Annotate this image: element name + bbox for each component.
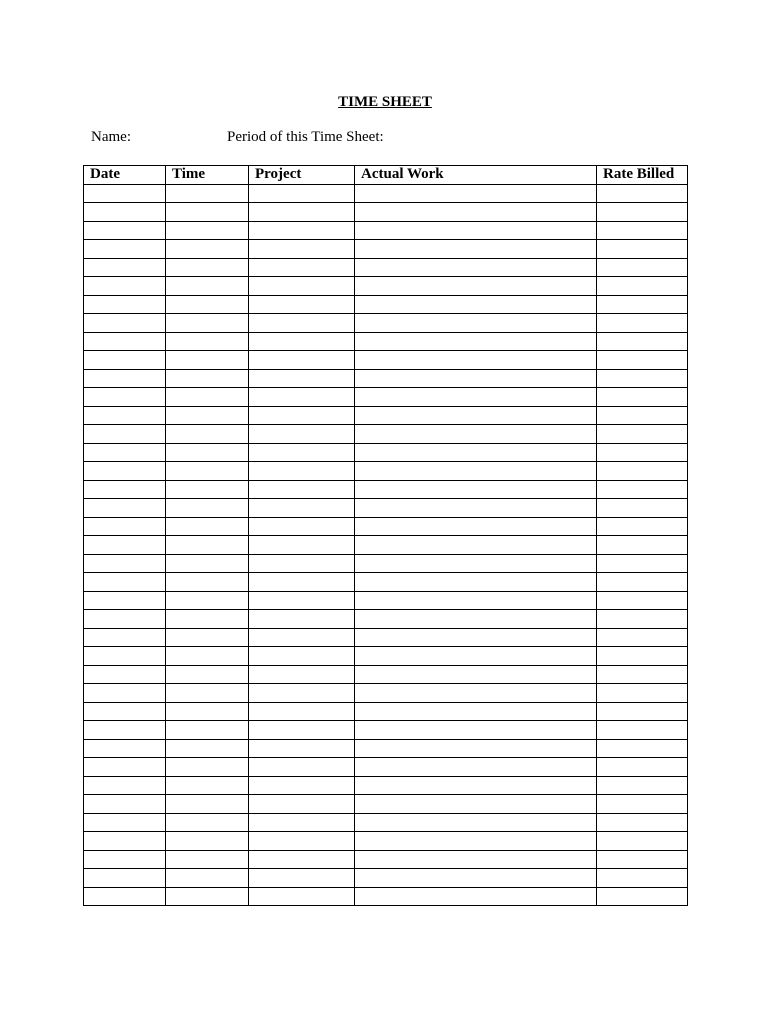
cell-date[interactable] bbox=[84, 388, 166, 407]
cell-project[interactable] bbox=[249, 665, 355, 684]
cell-rate-billed[interactable] bbox=[597, 295, 688, 314]
table-row bbox=[84, 721, 688, 740]
cell-actual-work[interactable] bbox=[355, 758, 597, 777]
table-row bbox=[84, 462, 688, 481]
table-row bbox=[84, 554, 688, 573]
cell-actual-work[interactable] bbox=[355, 795, 597, 814]
cell-actual-work[interactable] bbox=[355, 591, 597, 610]
cell-actual-work[interactable] bbox=[355, 702, 597, 721]
cell-rate-billed[interactable] bbox=[597, 869, 688, 888]
table-row bbox=[84, 499, 688, 518]
cell-project[interactable] bbox=[249, 647, 355, 666]
cell-date[interactable] bbox=[84, 721, 166, 740]
cell-date[interactable] bbox=[84, 443, 166, 462]
cell-rate-billed[interactable] bbox=[597, 258, 688, 277]
cell-project[interactable] bbox=[249, 573, 355, 592]
cell-date[interactable] bbox=[84, 832, 166, 851]
cell-actual-work[interactable] bbox=[355, 425, 597, 444]
cell-date[interactable] bbox=[84, 499, 166, 518]
cell-project[interactable] bbox=[249, 480, 355, 499]
cell-actual-work[interactable] bbox=[355, 536, 597, 555]
table-row bbox=[84, 739, 688, 758]
header-actual-work: Actual Work bbox=[355, 166, 597, 185]
cell-project[interactable] bbox=[249, 610, 355, 629]
table-body bbox=[84, 184, 688, 906]
cell-rate-billed[interactable] bbox=[597, 795, 688, 814]
cell-rate-billed[interactable] bbox=[597, 776, 688, 795]
name-label: Name: bbox=[91, 129, 131, 145]
cell-actual-work[interactable] bbox=[355, 776, 597, 795]
cell-rate-billed[interactable] bbox=[597, 332, 688, 351]
cell-time[interactable] bbox=[166, 332, 249, 351]
cell-project[interactable] bbox=[249, 591, 355, 610]
cell-actual-work[interactable] bbox=[355, 628, 597, 647]
cell-project[interactable] bbox=[249, 758, 355, 777]
cell-actual-work[interactable] bbox=[355, 517, 597, 536]
cell-project[interactable] bbox=[249, 739, 355, 758]
cell-project[interactable] bbox=[249, 184, 355, 203]
cell-rate-billed[interactable] bbox=[597, 314, 688, 333]
cell-rate-billed[interactable] bbox=[597, 221, 688, 240]
table-row bbox=[84, 776, 688, 795]
table-row bbox=[84, 832, 688, 851]
cell-rate-billed[interactable] bbox=[597, 406, 688, 425]
cell-date[interactable] bbox=[84, 184, 166, 203]
table-row bbox=[84, 517, 688, 536]
cell-date[interactable] bbox=[84, 610, 166, 629]
cell-actual-work[interactable] bbox=[355, 221, 597, 240]
table-row bbox=[84, 425, 688, 444]
cell-project[interactable] bbox=[249, 443, 355, 462]
cell-rate-billed[interactable] bbox=[597, 425, 688, 444]
cell-time[interactable] bbox=[166, 240, 249, 259]
cell-actual-work[interactable] bbox=[355, 314, 597, 333]
cell-date[interactable] bbox=[84, 795, 166, 814]
cell-date[interactable] bbox=[84, 684, 166, 703]
cell-time[interactable] bbox=[166, 739, 249, 758]
cell-rate-billed[interactable] bbox=[597, 184, 688, 203]
cell-date[interactable] bbox=[84, 573, 166, 592]
table-header-row bbox=[84, 166, 688, 185]
cell-actual-work[interactable] bbox=[355, 721, 597, 740]
cell-time[interactable] bbox=[166, 258, 249, 277]
cell-project[interactable] bbox=[249, 850, 355, 869]
cell-actual-work[interactable] bbox=[355, 480, 597, 499]
cell-time[interactable] bbox=[166, 480, 249, 499]
cell-time[interactable] bbox=[166, 702, 249, 721]
table-row bbox=[84, 591, 688, 610]
cell-date[interactable] bbox=[84, 739, 166, 758]
table-row bbox=[84, 684, 688, 703]
cell-rate-billed[interactable] bbox=[597, 480, 688, 499]
cell-actual-work[interactable] bbox=[355, 443, 597, 462]
cell-project[interactable] bbox=[249, 554, 355, 573]
cell-actual-work[interactable] bbox=[355, 887, 597, 906]
cell-rate-billed[interactable] bbox=[597, 369, 688, 388]
cell-rate-billed[interactable] bbox=[597, 351, 688, 370]
cell-date[interactable] bbox=[84, 776, 166, 795]
table-row bbox=[84, 314, 688, 333]
table-row bbox=[84, 221, 688, 240]
cell-rate-billed[interactable] bbox=[597, 702, 688, 721]
cell-rate-billed[interactable] bbox=[597, 499, 688, 518]
cell-time[interactable] bbox=[166, 295, 249, 314]
cell-actual-work[interactable] bbox=[355, 684, 597, 703]
table-row bbox=[84, 610, 688, 629]
cell-time[interactable] bbox=[166, 832, 249, 851]
cell-project[interactable] bbox=[249, 462, 355, 481]
cell-date[interactable] bbox=[84, 536, 166, 555]
table-row bbox=[84, 369, 688, 388]
table-row bbox=[84, 480, 688, 499]
cell-time[interactable] bbox=[166, 869, 249, 888]
cell-time[interactable] bbox=[166, 887, 249, 906]
cell-time[interactable] bbox=[166, 554, 249, 573]
cell-project[interactable] bbox=[249, 702, 355, 721]
cell-project[interactable] bbox=[249, 277, 355, 296]
cell-project[interactable] bbox=[249, 388, 355, 407]
cell-date[interactable] bbox=[84, 702, 166, 721]
cell-time[interactable] bbox=[166, 406, 249, 425]
table-row bbox=[84, 758, 688, 777]
header-date: Date bbox=[84, 166, 166, 185]
cell-rate-billed[interactable] bbox=[597, 684, 688, 703]
cell-date[interactable] bbox=[84, 869, 166, 888]
cell-project[interactable] bbox=[249, 684, 355, 703]
cell-project[interactable] bbox=[249, 887, 355, 906]
cell-actual-work[interactable] bbox=[355, 832, 597, 851]
table-row bbox=[84, 536, 688, 555]
cell-project[interactable] bbox=[249, 795, 355, 814]
cell-actual-work[interactable] bbox=[355, 240, 597, 259]
cell-project[interactable] bbox=[249, 221, 355, 240]
cell-project[interactable] bbox=[249, 351, 355, 370]
cell-project[interactable] bbox=[249, 499, 355, 518]
cell-time[interactable] bbox=[166, 721, 249, 740]
cell-project[interactable] bbox=[249, 314, 355, 333]
cell-actual-work[interactable] bbox=[355, 258, 597, 277]
cell-project[interactable] bbox=[249, 203, 355, 222]
cell-date[interactable] bbox=[84, 850, 166, 869]
cell-rate-billed[interactable] bbox=[597, 554, 688, 573]
cell-project[interactable] bbox=[249, 536, 355, 555]
cell-rate-billed[interactable] bbox=[597, 721, 688, 740]
cell-date[interactable] bbox=[84, 591, 166, 610]
document-title: TIME SHEET bbox=[338, 94, 432, 110]
cell-date[interactable] bbox=[84, 554, 166, 573]
table-row bbox=[84, 406, 688, 425]
table-row bbox=[84, 388, 688, 407]
table-row bbox=[84, 813, 688, 832]
cell-rate-billed[interactable] bbox=[597, 536, 688, 555]
cell-time[interactable] bbox=[166, 758, 249, 777]
cell-time[interactable] bbox=[166, 425, 249, 444]
cell-actual-work[interactable] bbox=[355, 499, 597, 518]
cell-time[interactable] bbox=[166, 591, 249, 610]
cell-rate-billed[interactable] bbox=[597, 203, 688, 222]
cell-project[interactable] bbox=[249, 406, 355, 425]
cell-rate-billed[interactable] bbox=[597, 443, 688, 462]
cell-rate-billed[interactable] bbox=[597, 388, 688, 407]
cell-date[interactable] bbox=[84, 258, 166, 277]
table-row bbox=[84, 795, 688, 814]
cell-project[interactable] bbox=[249, 517, 355, 536]
cell-time[interactable] bbox=[166, 850, 249, 869]
cell-rate-billed[interactable] bbox=[597, 591, 688, 610]
header-time: Time bbox=[166, 166, 249, 185]
period-label: Period of this Time Sheet: bbox=[227, 129, 384, 145]
cell-time[interactable] bbox=[166, 184, 249, 203]
cell-date[interactable] bbox=[84, 517, 166, 536]
cell-actual-work[interactable] bbox=[355, 739, 597, 758]
cell-rate-billed[interactable] bbox=[597, 832, 688, 851]
time-sheet-table bbox=[83, 165, 688, 906]
cell-actual-work[interactable] bbox=[355, 388, 597, 407]
cell-date[interactable] bbox=[84, 758, 166, 777]
cell-date[interactable] bbox=[84, 813, 166, 832]
cell-rate-billed[interactable] bbox=[597, 850, 688, 869]
cell-project[interactable] bbox=[249, 369, 355, 388]
table-row bbox=[84, 702, 688, 721]
table-row bbox=[84, 295, 688, 314]
cell-date[interactable] bbox=[84, 221, 166, 240]
cell-actual-work[interactable] bbox=[355, 647, 597, 666]
cell-project[interactable] bbox=[249, 628, 355, 647]
cell-time[interactable] bbox=[166, 314, 249, 333]
cell-actual-work[interactable] bbox=[355, 462, 597, 481]
cell-time[interactable] bbox=[166, 813, 249, 832]
cell-date[interactable] bbox=[84, 887, 166, 906]
cell-rate-billed[interactable] bbox=[597, 813, 688, 832]
cell-project[interactable] bbox=[249, 425, 355, 444]
cell-time[interactable] bbox=[166, 388, 249, 407]
cell-actual-work[interactable] bbox=[355, 295, 597, 314]
cell-actual-work[interactable] bbox=[355, 351, 597, 370]
cell-actual-work[interactable] bbox=[355, 610, 597, 629]
header-project: Project bbox=[249, 166, 355, 185]
cell-actual-work[interactable] bbox=[355, 184, 597, 203]
cell-rate-billed[interactable] bbox=[597, 758, 688, 777]
cell-rate-billed[interactable] bbox=[597, 739, 688, 758]
cell-actual-work[interactable] bbox=[355, 573, 597, 592]
cell-date[interactable] bbox=[84, 628, 166, 647]
table-row bbox=[84, 665, 688, 684]
cell-date[interactable] bbox=[84, 332, 166, 351]
cell-actual-work[interactable] bbox=[355, 332, 597, 351]
cell-time[interactable] bbox=[166, 647, 249, 666]
cell-rate-billed[interactable] bbox=[597, 573, 688, 592]
cell-time[interactable] bbox=[166, 684, 249, 703]
table-row bbox=[84, 869, 688, 888]
cell-date[interactable] bbox=[84, 480, 166, 499]
table-row bbox=[84, 277, 688, 296]
cell-project[interactable] bbox=[249, 813, 355, 832]
cell-time[interactable] bbox=[166, 443, 249, 462]
cell-rate-billed[interactable] bbox=[597, 647, 688, 666]
table-row bbox=[84, 628, 688, 647]
cell-date[interactable] bbox=[84, 314, 166, 333]
table-row bbox=[84, 258, 688, 277]
cell-time[interactable] bbox=[166, 369, 249, 388]
table-row bbox=[84, 203, 688, 222]
header-rate-billed: Rate Billed bbox=[597, 166, 688, 185]
cell-time[interactable] bbox=[166, 462, 249, 481]
cell-project[interactable] bbox=[249, 832, 355, 851]
table-row bbox=[84, 184, 688, 203]
table-row bbox=[84, 647, 688, 666]
cell-rate-billed[interactable] bbox=[597, 887, 688, 906]
cell-actual-work[interactable] bbox=[355, 554, 597, 573]
cell-time[interactable] bbox=[166, 351, 249, 370]
cell-project[interactable] bbox=[249, 332, 355, 351]
cell-project[interactable] bbox=[249, 240, 355, 259]
cell-actual-work[interactable] bbox=[355, 850, 597, 869]
cell-rate-billed[interactable] bbox=[597, 610, 688, 629]
cell-date[interactable] bbox=[84, 351, 166, 370]
cell-actual-work[interactable] bbox=[355, 203, 597, 222]
cell-time[interactable] bbox=[166, 499, 249, 518]
cell-date[interactable] bbox=[84, 406, 166, 425]
cell-project[interactable] bbox=[249, 776, 355, 795]
cell-time[interactable] bbox=[166, 573, 249, 592]
cell-time[interactable] bbox=[166, 221, 249, 240]
cell-actual-work[interactable] bbox=[355, 369, 597, 388]
cell-date[interactable] bbox=[84, 462, 166, 481]
cell-date[interactable] bbox=[84, 277, 166, 296]
cell-time[interactable] bbox=[166, 665, 249, 684]
cell-project[interactable] bbox=[249, 258, 355, 277]
cell-rate-billed[interactable] bbox=[597, 277, 688, 296]
table-row bbox=[84, 887, 688, 906]
cell-rate-billed[interactable] bbox=[597, 665, 688, 684]
cell-time[interactable] bbox=[166, 795, 249, 814]
cell-date[interactable] bbox=[84, 203, 166, 222]
cell-time[interactable] bbox=[166, 203, 249, 222]
cell-rate-billed[interactable] bbox=[597, 517, 688, 536]
cell-actual-work[interactable] bbox=[355, 869, 597, 888]
cell-rate-billed[interactable] bbox=[597, 462, 688, 481]
cell-actual-work[interactable] bbox=[355, 813, 597, 832]
cell-rate-billed[interactable] bbox=[597, 628, 688, 647]
cell-date[interactable] bbox=[84, 240, 166, 259]
table-row bbox=[84, 850, 688, 869]
cell-time[interactable] bbox=[166, 628, 249, 647]
cell-rate-billed[interactable] bbox=[597, 240, 688, 259]
cell-date[interactable] bbox=[84, 647, 166, 666]
cell-date[interactable] bbox=[84, 295, 166, 314]
cell-project[interactable] bbox=[249, 295, 355, 314]
table-row bbox=[84, 332, 688, 351]
table-row bbox=[84, 443, 688, 462]
cell-actual-work[interactable] bbox=[355, 277, 597, 296]
cell-date[interactable] bbox=[84, 425, 166, 444]
cell-time[interactable] bbox=[166, 517, 249, 536]
cell-time[interactable] bbox=[166, 277, 249, 296]
cell-time[interactable] bbox=[166, 776, 249, 795]
cell-time[interactable] bbox=[166, 536, 249, 555]
cell-date[interactable] bbox=[84, 665, 166, 684]
cell-date[interactable] bbox=[84, 369, 166, 388]
cell-time[interactable] bbox=[166, 610, 249, 629]
table-row bbox=[84, 240, 688, 259]
cell-project[interactable] bbox=[249, 721, 355, 740]
cell-actual-work[interactable] bbox=[355, 406, 597, 425]
cell-project[interactable] bbox=[249, 869, 355, 888]
table-row bbox=[84, 351, 688, 370]
cell-actual-work[interactable] bbox=[355, 665, 597, 684]
table-row bbox=[84, 573, 688, 592]
